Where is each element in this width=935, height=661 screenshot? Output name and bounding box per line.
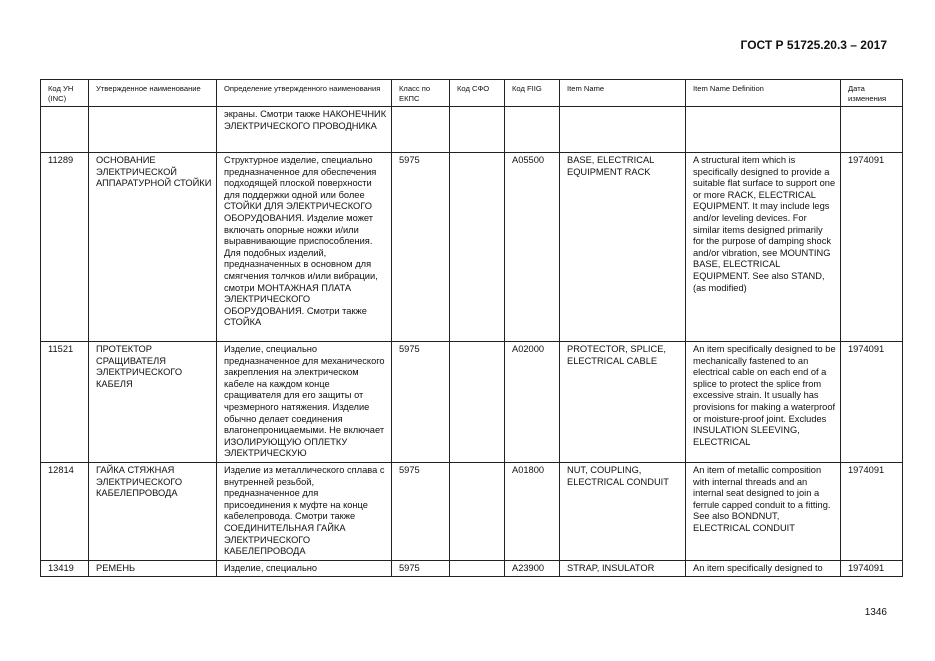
cell-name: РЕМЕНЬ [89,560,217,577]
document-header: ГОСТ Р 51725.20.3 – 2017 [740,38,887,52]
cell-inc: 13419 [41,560,89,577]
cell-inc: 11521 [41,342,89,463]
col-header-fiig: Код FIIG [505,80,560,107]
cell-class: 5975 [392,463,450,561]
table-row [41,107,903,153]
cell-fiig: A01800 [505,463,560,561]
cell-fiig [505,107,560,153]
cell-sfo [450,560,505,577]
cell-inc [41,107,89,153]
table-row [41,463,903,561]
cell-item-name: NUT, COUPLING, ELECTRICAL CONDUIT [560,463,686,561]
cell-date: 1974091 [841,463,903,561]
cell-fiig: A05500 [505,153,560,342]
cell-item-definition: An item of metallic composition with internal threads and an internal seat designed to join a ferrule capped conduit to a fitting. See also BONDNUT, ELECTRICAL CONDUIT [686,463,841,561]
nomenclature-table [40,79,903,577]
cell-sfo [450,463,505,561]
cell-inc: 11289 [41,153,89,342]
cell-inc: 12814 [41,463,89,561]
cell-definition: экраны. Смотри также НАКОНЕЧНИК ЭЛЕКТРИЧЕСКОГО ПРОВОДНИКА [217,107,392,153]
cell-definition: Изделие, специально [217,560,392,577]
cell-item-definition [686,107,841,153]
cell-date [841,107,903,153]
col-header-class: Класс по ЕКПС [392,80,450,107]
cell-class: 5975 [392,342,450,463]
cell-date: 1974091 [841,560,903,577]
cell-item-definition: An item specifically designed to [686,560,841,577]
col-header-item-definition: Item Name Definition [686,80,841,107]
table-row [41,560,903,577]
col-header-definition: Определение утвержденного наименования [217,80,392,107]
cell-fiig: A02000 [505,342,560,463]
cell-class: 5975 [392,153,450,342]
cell-sfo [450,342,505,463]
cell-class: 5975 [392,560,450,577]
cell-definition: Изделие, специально предназначенное для механического закрепления на электрическом кабеле на каждом конце сращивателя для его защиты от чрезмерного натяжения. Изделие обычно делает соединения влагонепроницаемыми. Не включает ИЗОЛИРУЮЩУЮ ОПЛЕТКУ ЭЛЕКТРИЧЕСКУЮ [217,342,392,463]
cell-name: ГАЙКА СТЯЖНАЯ ЭЛЕКТРИЧЕСКОГО КАБЕЛЕПРОВОДА [89,463,217,561]
col-header-item-name: Item Name [560,80,686,107]
cell-fiig: A23900 [505,560,560,577]
table-row [41,342,903,463]
cell-sfo [450,153,505,342]
cell-item-name: PROTECTOR, SPLICE, ELECTRICAL CABLE [560,342,686,463]
cell-name: ОСНОВАНИЕ ЭЛЕКТРИЧЕСКОЙ АППАРАТУРНОЙ СТОЙКИ [89,153,217,342]
col-header-sfo: Код СФО [450,80,505,107]
cell-definition: Изделие из металлического сплава с внутренней резьбой, предназначенное для присоединения к муфте на конце кабелепровода. Смотри также СОЕДИНИТЕЛЬНАЯ ГАЙКА ЭЛЕКТРИЧЕСКОГО КАБЕЛЕПРОВОДА [217,463,392,561]
page-number: 1346 [864,607,887,618]
cell-definition: Структурное изделие, специально предназначенное для обеспечения подходящей плоской поверхности для поддержки одной или более СТОЙКИ ДЛЯ ЭЛЕКТРИЧЕСКОГО ОБОРУДОВАНИЯ. Изделие может включать опорные ножки и/или выравнивающие приспособления. Для подобных изделий, предназначенных в основном для смягчения толчков и/или вибрации, смотри МОНТАЖНАЯ ПЛАТА ЭЛЕКТРИЧЕСКОГО ОБОРУДОВАНИЯ. Смотри также СТОЙКА [217,153,392,342]
cell-item-name: BASE, ELECTRICAL EQUIPMENT RACK [560,153,686,342]
cell-class [392,107,450,153]
cell-date: 1974091 [841,153,903,342]
col-header-inc: Код УН (INC) [41,80,89,107]
cell-date: 1974091 [841,342,903,463]
cell-item-definition: An item specifically designed to be mechanically fastened to an electrical cable on each end of a splice to protect the splice from excessive strain. It usually has provisions for making a waterproof or moisture-proof joint. Excludes INSULATION SLEEVING, ELECTRICAL [686,342,841,463]
cell-name: ПРОТЕКТОР СРАЩИВАТЕЛЯ ЭЛЕКТРИЧЕСКОГО КАБЕЛЯ [89,342,217,463]
cell-item-name: STRAP, INSULATOR [560,560,686,577]
cell-sfo [450,107,505,153]
cell-name [89,107,217,153]
table-header-row [41,80,903,107]
col-header-approved-name: Утвержденное наименование [89,80,217,107]
cell-item-name [560,107,686,153]
col-header-date: Дата изменения [841,80,903,107]
table-row [41,153,903,342]
cell-item-definition: A structural item which is specifically designed to provide a suitable flat surface to support one or more RACK, ELECTRICAL EQUIPMENT. It may include legs and/or leveling devices. For similar items designed primarily for the purpose of damping shock and/or vibration, see MOUNTING BASE, ELECTRICAL EQUIPMENT. See also STAND, (as modified) [686,153,841,342]
